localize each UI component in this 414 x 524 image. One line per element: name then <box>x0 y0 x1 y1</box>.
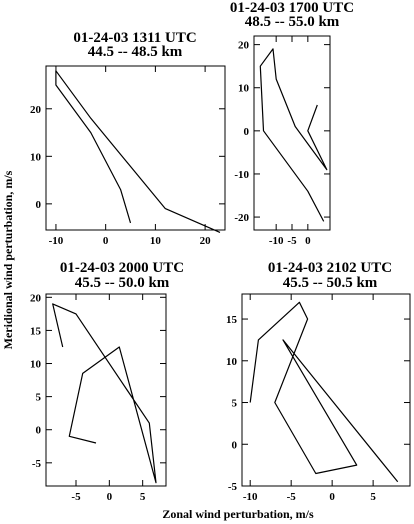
y-tick-label: -10 <box>234 168 249 181</box>
x-tick-label: -10 <box>268 235 284 247</box>
hodograph-line <box>53 304 156 483</box>
x-tick-label: 0 <box>106 491 113 503</box>
y-tick-label: 5 <box>231 397 237 410</box>
y-axis-label: Meridional wind perturbation, m/s <box>0 170 15 350</box>
y-tick-label: 10 <box>30 358 41 371</box>
x-tick-label: -5 <box>286 491 296 503</box>
y-tick-label: 0 <box>35 424 41 437</box>
y-tick-label: 0 <box>243 125 249 138</box>
x-tick-label: 5 <box>370 491 376 503</box>
y-tick-label: 10 <box>238 82 249 95</box>
y-tick-label: -5 <box>227 481 237 493</box>
x-tick-label: -10 <box>242 491 258 503</box>
y-tick-label: -20 <box>234 212 249 225</box>
plot-frame <box>242 294 410 486</box>
x-axis-label: Zonal wind perturbation, m/s <box>162 507 314 521</box>
panel-3 <box>30 260 184 503</box>
y-tick-label: 10 <box>226 355 237 368</box>
x-tick-label: 0 <box>305 235 311 247</box>
y-tick-label: 10 <box>30 151 41 164</box>
panel-title: 01-24-03 2000 UTC <box>59 260 185 276</box>
x-tick-label: 0 <box>329 491 335 503</box>
y-tick-label: 20 <box>30 292 41 305</box>
panel-title: 01-24-03 1700 UTC <box>229 0 355 16</box>
hodograph-line <box>250 302 398 482</box>
hodograph-line <box>56 71 220 233</box>
y-tick-label: -5 <box>31 457 41 470</box>
x-tick-label: 20 <box>199 235 211 247</box>
hodograph-line <box>260 49 327 222</box>
plot-frame <box>46 66 225 230</box>
panel-title: 01-24-03 1311 UTC <box>73 30 197 46</box>
plot-frame <box>46 294 166 486</box>
y-tick-label: 15 <box>226 314 237 327</box>
x-tick-label: 10 <box>149 235 161 247</box>
y-tick-label: 0 <box>231 439 237 452</box>
panel-title: 01-24-03 2102 UTC <box>267 260 393 276</box>
panel-4 <box>226 260 410 503</box>
x-tick-label: -10 <box>48 235 64 247</box>
panel-2 <box>230 0 354 247</box>
panel-subtitle: 44.5 -- 48.5 km <box>87 44 183 60</box>
x-tick-label: 5 <box>139 491 146 503</box>
panel-subtitle: 45.5 -- 50.0 km <box>74 275 170 291</box>
x-tick-label: 0 <box>102 235 109 247</box>
y-tick-label: 0 <box>35 198 41 211</box>
panel-subtitle: 45.5 -- 50.5 km <box>282 275 378 291</box>
y-tick-label: 5 <box>35 391 41 404</box>
y-tick-label: 20 <box>238 39 249 52</box>
y-tick-label: 20 <box>30 103 41 116</box>
x-tick-label: -5 <box>71 491 81 503</box>
y-tick-label: 15 <box>30 325 41 338</box>
panel-1 <box>30 30 225 247</box>
panel-subtitle: 48.5 -- 55.0 km <box>244 14 340 30</box>
x-tick-label: -5 <box>287 235 297 247</box>
